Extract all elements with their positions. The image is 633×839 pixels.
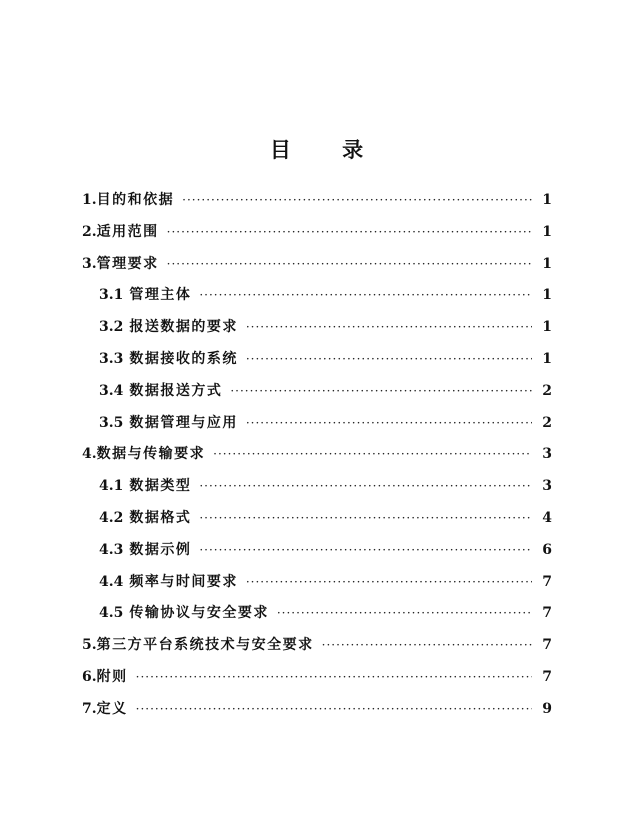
toc-entry — [82, 380, 552, 412]
toc-entry-number: 4.5 — [99, 605, 124, 622]
toc-entry-text: 适用范围 — [96, 223, 159, 240]
toc-entry — [82, 539, 552, 571]
toc-entry-label — [99, 412, 238, 432]
toc-leader-dots — [199, 479, 532, 493]
toc-entry-number: 5. — [82, 637, 97, 654]
toc-entry-number: 3.2 — [99, 319, 124, 336]
toc-entry-label — [82, 253, 159, 273]
toc-entry-label — [99, 507, 191, 527]
toc-entry-page: 7 — [542, 668, 552, 685]
toc-entry-page: 7 — [542, 573, 552, 590]
toc-entry — [82, 316, 552, 348]
toc-entry-label — [82, 189, 174, 209]
toc-entry-text: 第三方平台系统技术与安全要求 — [96, 637, 314, 654]
toc-entry-text: 频率与时间要求 — [129, 573, 238, 590]
toc-title: 目 录 — [269, 137, 386, 162]
toc-entry-label — [99, 380, 222, 400]
toc-leader-dots — [136, 670, 533, 684]
toc-entry — [82, 348, 552, 380]
toc-leader-dots — [182, 193, 532, 207]
toc-entry-label — [82, 698, 128, 718]
toc-entry-page: 1 — [542, 287, 552, 304]
toc-entry-label — [99, 539, 191, 559]
toc-entry-label — [82, 666, 128, 686]
toc-entry-number: 1. — [82, 192, 97, 208]
toc-leader-dots — [230, 384, 532, 398]
toc-entry — [82, 253, 552, 285]
toc-leader-dots — [199, 511, 532, 525]
toc-entry-number: 4.1 — [99, 478, 124, 495]
toc-entry-number: 3.4 — [99, 382, 124, 399]
toc-leader-dots — [136, 702, 533, 716]
toc-entry — [82, 634, 552, 666]
toc-entry-page: 9 — [542, 700, 552, 717]
toc-entry-text: 数据与传输要求 — [96, 446, 206, 463]
toc-entry-label — [99, 348, 238, 368]
toc-entry — [82, 284, 552, 316]
toc-entry-text: 数据接收的系统 — [129, 350, 238, 367]
toc-entry-text: 附则 — [96, 668, 128, 685]
toc-entry-label — [82, 221, 159, 241]
toc-entry — [82, 602, 552, 634]
toc-entry-number: 3.5 — [99, 414, 124, 431]
toc-entry-text: 数据格式 — [129, 509, 192, 526]
toc-entry-text: 定义 — [96, 700, 128, 717]
toc-entry-label — [82, 443, 205, 463]
toc-leader-dots — [246, 320, 532, 334]
toc-entry-text: 管理要求 — [96, 255, 159, 272]
toc-entry — [82, 666, 552, 698]
toc-entry-page: 1 — [542, 350, 552, 367]
toc-entry-page: 2 — [542, 414, 552, 431]
toc-entry-number: 4. — [82, 446, 97, 463]
toc-leader-dots — [167, 257, 533, 271]
toc-entry-page: 1 — [542, 255, 552, 272]
toc-entry-text: 数据管理与应用 — [129, 414, 238, 431]
toc-entry-number: 2. — [82, 223, 97, 240]
toc-entry-text: 目的和依据 — [96, 192, 175, 208]
toc-entry-number: 7. — [82, 700, 97, 717]
toc-entry-text: 数据报送方式 — [129, 382, 223, 399]
toc-list — [82, 189, 552, 730]
toc-entry-text: 数据示例 — [129, 541, 192, 558]
toc-entry-page: 7 — [542, 637, 552, 654]
toc-entry — [82, 507, 552, 539]
toc-entry — [82, 189, 552, 221]
toc-entry-label — [99, 571, 238, 591]
toc-leader-dots — [246, 416, 532, 430]
toc-entry-text: 管理主体 — [129, 287, 192, 304]
toc-entry-number: 4.4 — [99, 573, 124, 590]
toc-entry-page: 3 — [542, 446, 552, 463]
toc-entry-page: 1 — [542, 319, 552, 336]
toc-leader-dots — [199, 288, 532, 302]
toc-entry-number: 3.1 — [99, 287, 124, 304]
toc-entry-page: 1 — [542, 223, 552, 240]
toc-entry-page: 6 — [542, 541, 552, 558]
toc-entry — [82, 475, 552, 507]
toc-entry-number: 6. — [82, 668, 97, 685]
toc-leader-dots — [246, 352, 532, 366]
toc-entry — [82, 571, 552, 603]
toc-entry-page: 7 — [542, 605, 552, 622]
toc-entry-label — [99, 316, 238, 336]
toc-entry-text: 传输协议与安全要求 — [129, 605, 269, 622]
toc-entry-number: 4.3 — [99, 541, 124, 558]
toc-entry — [82, 698, 552, 730]
toc-leader-dots — [277, 606, 532, 620]
toc-entry-label — [99, 475, 191, 495]
toc-leader-dots — [167, 225, 533, 239]
toc-entry-label — [82, 634, 314, 654]
toc-entry-page: 3 — [542, 478, 552, 495]
toc-entry-text: 报送数据的要求 — [129, 319, 238, 336]
toc-entry-page: 1 — [542, 192, 552, 208]
toc-entry — [82, 443, 552, 475]
toc-leader-dots — [246, 575, 532, 589]
toc-entry-label — [99, 602, 269, 622]
toc-leader-dots — [213, 447, 532, 461]
toc-entry-label — [99, 284, 191, 304]
toc-entry-text: 数据类型 — [129, 478, 192, 495]
toc-entry-page: 2 — [542, 382, 552, 399]
toc-entry-number: 3. — [82, 255, 97, 272]
toc-leader-dots — [199, 543, 532, 557]
toc-entry-page: 4 — [542, 509, 552, 526]
toc-entry — [82, 412, 552, 444]
toc-leader-dots — [322, 638, 533, 652]
toc-entry-number: 4.2 — [99, 509, 124, 526]
toc-entry — [82, 221, 552, 253]
toc-entry-number: 3.3 — [99, 350, 124, 367]
